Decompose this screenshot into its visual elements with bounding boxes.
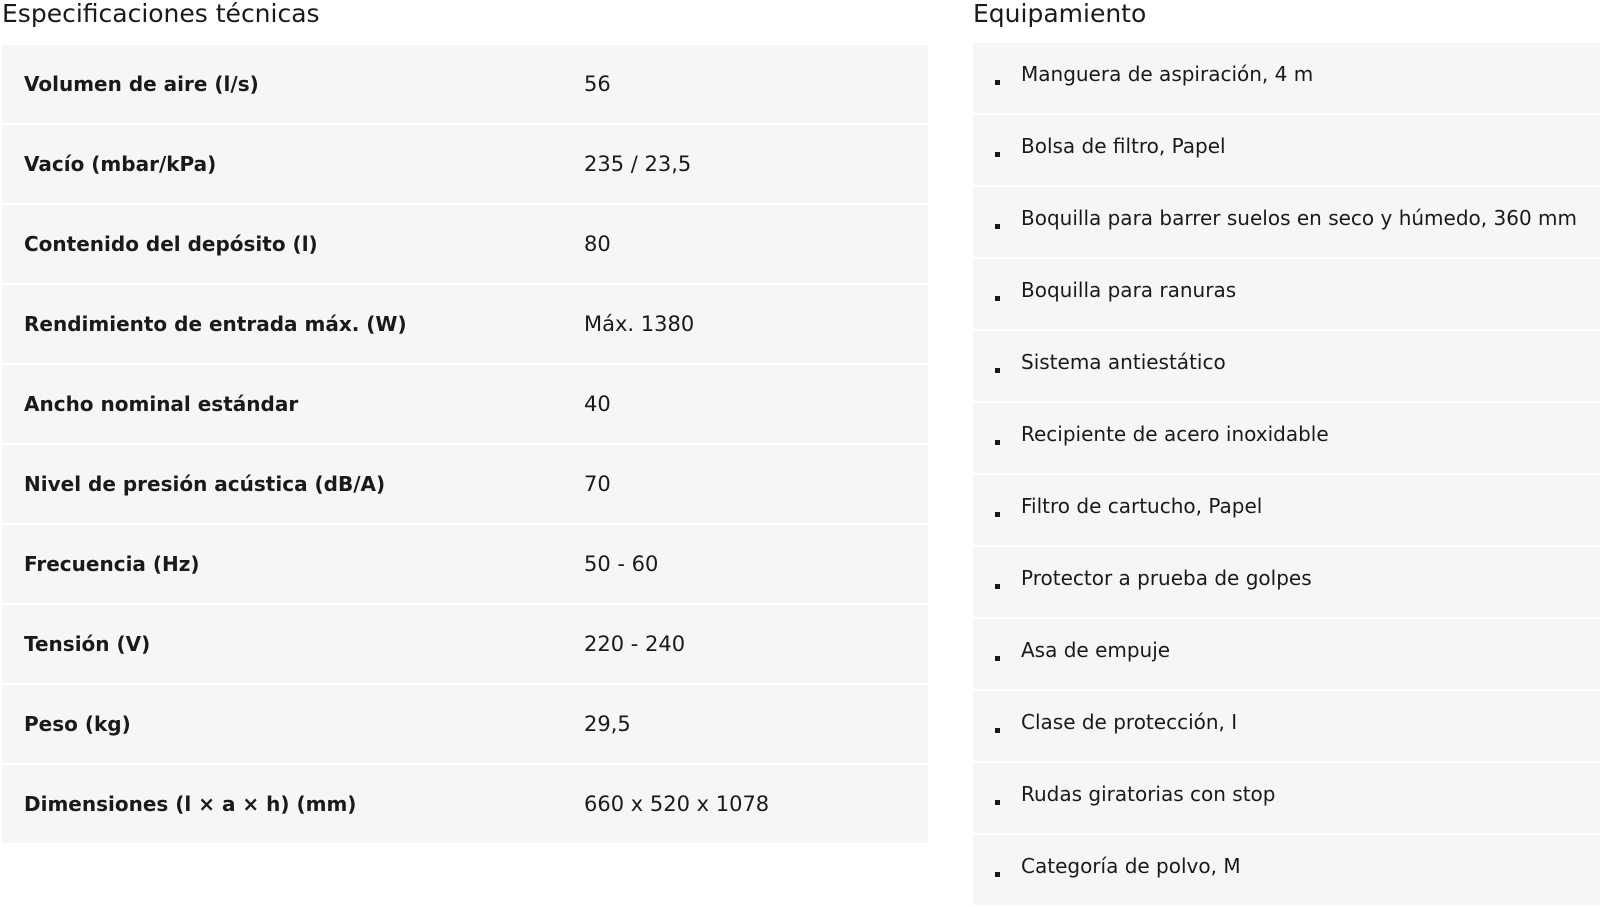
bullet-icon bbox=[995, 80, 1000, 85]
list-item bbox=[973, 547, 1600, 619]
spec-row bbox=[2, 365, 928, 445]
spec-row bbox=[2, 445, 928, 525]
list-item bbox=[973, 835, 1600, 907]
list-item bbox=[973, 691, 1600, 763]
spec-row bbox=[2, 525, 928, 605]
list-item bbox=[973, 115, 1600, 187]
list-item bbox=[973, 403, 1600, 475]
equipment-item-text: Recipiente de acero inoxidable bbox=[1021, 422, 1329, 446]
bullet-icon bbox=[995, 296, 1000, 301]
bullet-icon bbox=[995, 872, 1000, 877]
spec-label: Frecuencia (Hz) bbox=[24, 552, 200, 576]
spec-value: 50 - 60 bbox=[584, 552, 659, 576]
spec-label: Tensión (V) bbox=[24, 632, 151, 656]
equipment-item-text: Sistema antiestático bbox=[1021, 350, 1226, 374]
spec-label: Dimensiones (l × a × h) (mm) bbox=[24, 792, 357, 816]
list-item bbox=[973, 331, 1600, 403]
spec-value: Máx. 1380 bbox=[584, 312, 695, 336]
bullet-icon bbox=[995, 800, 1000, 805]
equipment-item-text: Manguera de aspiración, 4 m bbox=[1021, 62, 1314, 86]
spec-label: Volumen de aire (l/s) bbox=[24, 72, 259, 96]
technical-specifications-section bbox=[2, 0, 928, 816]
equipment-item-text: Boquilla para barrer suelos en seco y húmedo, 360 mm bbox=[1021, 206, 1577, 230]
list-item bbox=[973, 619, 1600, 691]
list-item bbox=[973, 259, 1600, 331]
equipment-item-text: Asa de empuje bbox=[1021, 638, 1171, 662]
equipment-list bbox=[973, 43, 1600, 907]
equipment-item-text: Protector a prueba de golpes bbox=[1021, 566, 1312, 590]
equipment-item-text: Boquilla para ranuras bbox=[1021, 278, 1237, 302]
equipment-item-text: Bolsa de filtro, Papel bbox=[1021, 134, 1226, 158]
bullet-icon bbox=[995, 584, 1000, 589]
bullet-icon bbox=[995, 440, 1000, 445]
spec-value: 80 bbox=[584, 232, 611, 256]
spec-value: 220 - 240 bbox=[584, 632, 686, 656]
spec-row bbox=[2, 45, 928, 125]
list-item bbox=[973, 43, 1600, 115]
spec-label: Contenido del depósito (l) bbox=[24, 232, 318, 256]
spec-label: Rendimiento de entrada máx. (W) bbox=[24, 312, 407, 336]
spec-label: Peso (kg) bbox=[24, 712, 131, 736]
spec-row bbox=[2, 125, 928, 205]
specifications-heading: Especificaciones técnicas bbox=[2, 0, 320, 28]
bullet-icon bbox=[995, 656, 1000, 661]
list-item bbox=[973, 187, 1600, 259]
bullet-icon bbox=[995, 368, 1000, 373]
spec-value: 56 bbox=[584, 72, 611, 96]
bullet-icon bbox=[995, 224, 1000, 229]
specifications-table bbox=[2, 45, 928, 845]
spec-value: 660 x 520 x 1078 bbox=[584, 792, 770, 816]
spec-row bbox=[2, 605, 928, 685]
list-item bbox=[973, 475, 1600, 547]
spec-label: Ancho nominal estándar bbox=[24, 392, 299, 416]
spec-row bbox=[2, 685, 928, 765]
spec-value: 40 bbox=[584, 392, 611, 416]
list-item bbox=[973, 763, 1600, 835]
equipment-section bbox=[973, 0, 1600, 878]
bullet-icon bbox=[995, 152, 1000, 157]
spec-row bbox=[2, 285, 928, 365]
equipment-item-text: Rudas giratorias con stop bbox=[1021, 782, 1276, 806]
spec-value: 29,5 bbox=[584, 712, 631, 736]
equipment-item-text: Clase de protección, I bbox=[1021, 710, 1238, 734]
equipment-heading: Equipamiento bbox=[973, 0, 1147, 28]
bullet-icon bbox=[995, 728, 1000, 733]
equipment-item-text: Filtro de cartucho, Papel bbox=[1021, 494, 1263, 518]
spec-row bbox=[2, 205, 928, 285]
equipment-item-text: Categoría de polvo, M bbox=[1021, 854, 1241, 878]
spec-label: Nivel de presión acústica (dB/A) bbox=[24, 472, 386, 496]
spec-label: Vacío (mbar/kPa) bbox=[24, 152, 217, 176]
spec-value: 235 / 23,5 bbox=[584, 152, 692, 176]
bullet-icon bbox=[995, 512, 1000, 517]
spec-row bbox=[2, 765, 928, 845]
spec-value: 70 bbox=[584, 472, 611, 496]
